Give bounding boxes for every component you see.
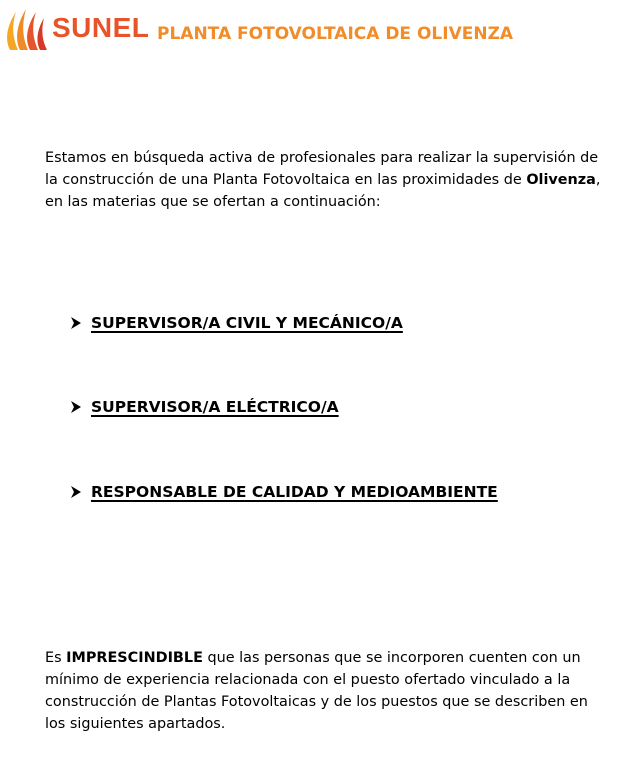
requirement-text: Es — [45, 650, 67, 666]
job-item-electrico — [70, 398, 339, 416]
requirement-paragraph — [45, 647, 605, 735]
intro-text-end: , en las materias que se ofertan a continuación: — [45, 172, 601, 210]
requirement-emphasis: IMPRESCINDIBLE — [66, 650, 203, 666]
brand-name: SUNEL — [52, 12, 150, 43]
job-label: SUPERVISOR/A CIVIL Y MECÁNICO/A — [91, 314, 403, 332]
job-label: RESPONSABLE DE CALIDAD Y MEDIOAMBIENTE — [91, 483, 498, 501]
arrow-bullet-icon — [70, 400, 82, 414]
arrow-bullet-icon — [70, 316, 82, 330]
job-label: SUPERVISOR/A ELÉCTRICO/A — [91, 398, 339, 416]
intro-location: Olivenza — [526, 172, 596, 188]
page-title: PLANTA FOTOVOLTAICA DE OLIVENZA — [157, 24, 514, 44]
intro-text: Estamos en búsqueda activa de profesionales para realizar la supervisión de la construcción de una Planta Fotovoltaica en las proximidades de — [45, 150, 599, 188]
page-header — [0, 4, 625, 54]
arrow-bullet-icon — [70, 485, 82, 499]
sunel-flame-logo-icon — [4, 6, 52, 52]
intro-paragraph — [45, 147, 605, 213]
job-item-calidad-medioambiente — [70, 483, 498, 501]
job-item-civil-mecanico — [70, 314, 403, 332]
requirement-text-end: que las personas que se incorporen cuenten con un mínimo de experiencia relacionada con el puesto ofertado vinculado a la construcción de Plantas Fotovoltaicas y de los puestos que se describen en los siguientes apartados. — [45, 650, 588, 732]
